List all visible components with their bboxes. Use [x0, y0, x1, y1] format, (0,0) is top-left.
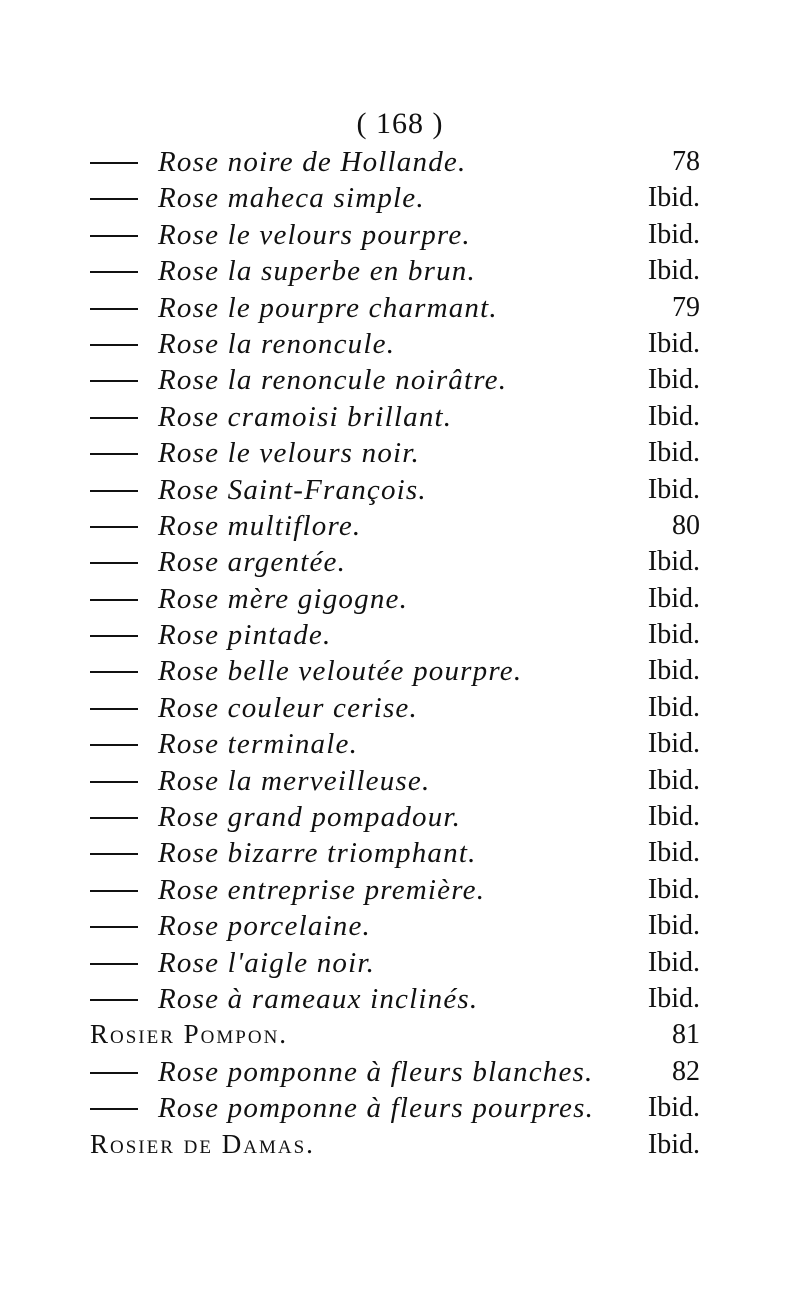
page-reference: Ibid.: [647, 764, 700, 796]
em-dash-rule: [90, 599, 138, 601]
em-dash-rule: [90, 308, 138, 310]
entry-title: Rose pomponne à fleurs blanches.: [158, 1055, 594, 1088]
em-dash-rule: [90, 708, 138, 710]
em-dash-rule: [90, 781, 138, 783]
entry-title: Rose le pourpre charmant.: [158, 291, 498, 324]
page-reference: Ibid.: [647, 982, 700, 1014]
entry-title: Rose la renoncule noirâtre.: [158, 364, 508, 397]
list-item: [0, 145, 800, 181]
page-reference: Ibid.: [647, 218, 700, 250]
entry-title: Rose Saint-François.: [158, 473, 427, 506]
list-item: [0, 1055, 800, 1091]
entry-title: Rose la renoncule.: [158, 327, 396, 360]
em-dash-rule: [90, 526, 138, 528]
list-item: [0, 473, 800, 509]
entry-title: Rose pintade.: [158, 619, 332, 652]
entry-title: Rose porcelaine.: [158, 910, 372, 943]
list-item: [0, 873, 800, 909]
entry-title: Rose terminale.: [158, 728, 359, 761]
em-dash-rule: [90, 963, 138, 965]
list-item: [0, 800, 800, 836]
entry-title: Rose maheca simple.: [158, 182, 425, 215]
em-dash-rule: [90, 671, 138, 673]
page-reference: Ibid.: [647, 728, 700, 760]
entry-title: Rose noire de Hollande.: [158, 146, 467, 178]
entry-title: Rose la superbe en brun.: [158, 255, 476, 288]
em-dash-rule: [90, 562, 138, 564]
entry-title: Rose grand pompadour.: [158, 801, 462, 834]
em-dash-rule: [90, 817, 138, 819]
page-reference: Ibid.: [647, 873, 700, 905]
em-dash-rule: [90, 235, 138, 237]
entry-title: Rose argentée.: [158, 546, 347, 579]
page-reference: Ibid.: [647, 400, 700, 432]
list-item: [0, 545, 800, 581]
entry-title: Rose pomponne à fleurs pourpres.: [158, 1092, 595, 1125]
em-dash-rule: [90, 926, 138, 928]
list-item: [0, 400, 800, 436]
page-reference: Ibid.: [647, 1128, 700, 1160]
em-dash-rule: [90, 490, 138, 492]
list-item: [0, 181, 800, 217]
list-item: [0, 363, 800, 399]
em-dash-rule: [90, 198, 138, 200]
page-reference: Ibid.: [647, 327, 700, 359]
entry-title: Rose multiflore.: [158, 509, 362, 542]
list-item: [0, 727, 800, 763]
page-reference: Ibid.: [647, 182, 700, 214]
entry-title: Rose la merveilleuse.: [158, 764, 431, 797]
page-reference: Ibid.: [647, 619, 700, 651]
em-dash-rule: [90, 999, 138, 1001]
entry-title: Rose bizarre triomphant.: [158, 837, 477, 870]
entry-title: Rose belle veloutée pourpre.: [158, 655, 523, 688]
page-reference: Ibid.: [647, 801, 700, 833]
page-reference: Ibid.: [647, 473, 700, 505]
list-item: [0, 946, 800, 982]
list-item: [0, 218, 800, 254]
table-of-contents: [0, 145, 800, 1164]
em-dash-rule: [90, 380, 138, 382]
entry-title: Rose l'aigle noir.: [158, 946, 376, 979]
list-item: [0, 691, 800, 727]
page-reference: Ibid.: [647, 364, 700, 396]
em-dash-rule: [90, 344, 138, 346]
entry-title: Rose le velours noir.: [158, 437, 421, 470]
em-dash-rule: [90, 853, 138, 855]
list-item: [0, 982, 800, 1018]
em-dash-rule: [90, 1108, 138, 1110]
entry-title: Rose entreprise première.: [158, 873, 486, 906]
list-item: [0, 291, 800, 327]
section-heading: Rosier de Damas.: [90, 1128, 315, 1159]
list-item: [0, 582, 800, 618]
list-item: [0, 654, 800, 690]
em-dash-rule: [90, 744, 138, 746]
page-reference: Ibid.: [647, 1092, 700, 1124]
page-reference: Ibid.: [647, 437, 700, 469]
page-reference: Ibid.: [647, 691, 700, 723]
page-reference: 79: [672, 291, 700, 323]
page-number: ( 168 ): [356, 107, 444, 140]
section-heading: Rosier Pompon.: [90, 1019, 289, 1050]
list-item: [0, 509, 800, 545]
entry-title: Rose couleur cerise.: [158, 691, 418, 724]
em-dash-rule: [90, 271, 138, 273]
list-item: [0, 1018, 800, 1054]
page-reference: 82: [672, 1055, 700, 1087]
page-reference: 80: [672, 509, 700, 541]
em-dash-rule: [90, 162, 138, 164]
entry-title: Rose à rameaux inclinés.: [158, 982, 479, 1015]
entry-title: Rose cramoisi brillant.: [158, 400, 453, 433]
page-reference: Ibid.: [647, 582, 700, 614]
list-item: [0, 909, 800, 945]
page-reference: Ibid.: [647, 655, 700, 687]
entry-title: Rose le velours pourpre.: [158, 218, 471, 251]
list-item: [0, 436, 800, 472]
page-reference: 81: [672, 1019, 700, 1051]
page-reference: Ibid.: [647, 910, 700, 942]
list-item: [0, 327, 800, 363]
page-reference: Ibid.: [647, 255, 700, 287]
list-item: [0, 836, 800, 872]
list-item: [0, 1091, 800, 1127]
page-reference: Ibid.: [647, 546, 700, 578]
page-reference: Ibid.: [647, 946, 700, 978]
entry-title: Rose mère gigogne.: [158, 582, 409, 615]
list-item: [0, 254, 800, 290]
list-item: [0, 618, 800, 654]
em-dash-rule: [90, 417, 138, 419]
list-item: [0, 764, 800, 800]
em-dash-rule: [90, 635, 138, 637]
page-reference: Ibid.: [647, 837, 700, 869]
em-dash-rule: [90, 890, 138, 892]
em-dash-rule: [90, 453, 138, 455]
em-dash-rule: [90, 1072, 138, 1074]
list-item: [0, 1128, 800, 1164]
page-reference: 78: [672, 146, 700, 177]
